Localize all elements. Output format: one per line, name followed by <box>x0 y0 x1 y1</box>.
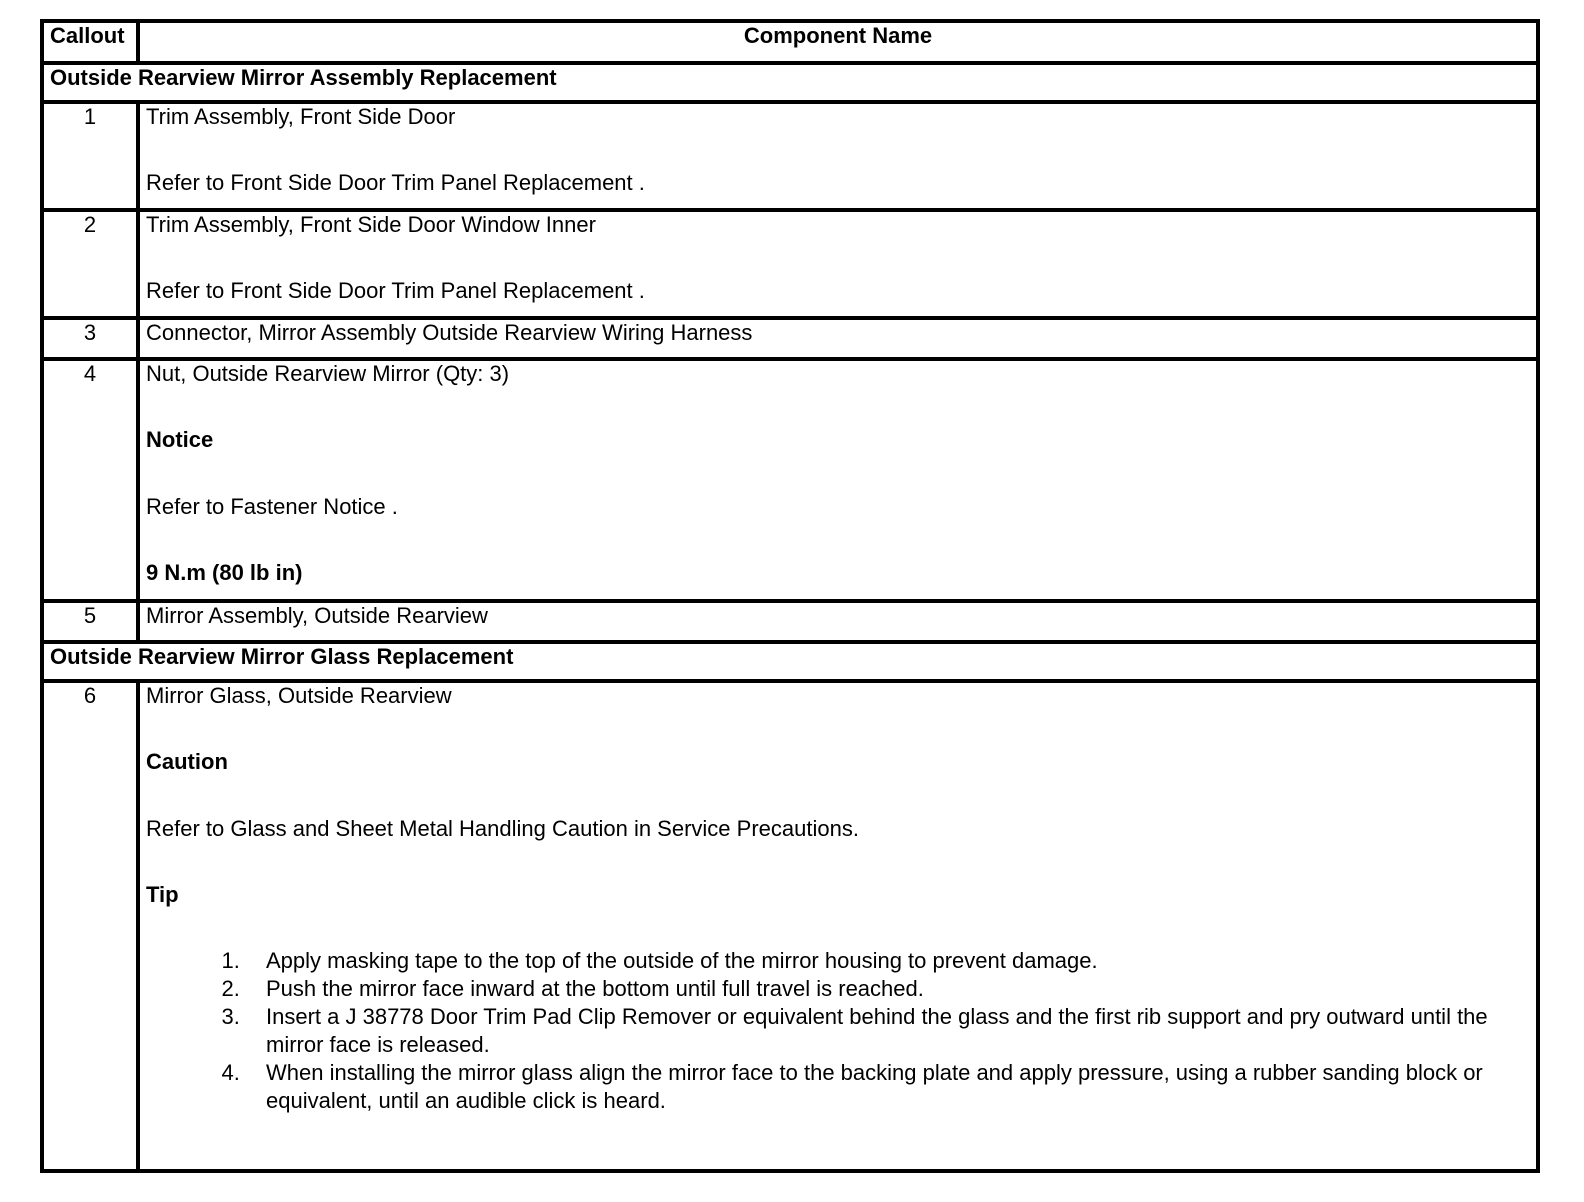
tip-step: 3. Insert a J 38778 Door Trim Pad Clip Remover or equivalent behind the glass and the first rib support and pry outward until the mirror face is released. <box>246 1003 1530 1059</box>
table-header-row <box>42 21 1538 63</box>
components-table <box>40 19 1540 1173</box>
callout-number: 5 <box>42 601 138 642</box>
tip-heading: Tip <box>146 882 179 908</box>
callout-number: 1 <box>42 102 138 210</box>
section-title: Outside Rearview Mirror Assembly Replacement <box>42 63 1538 102</box>
component-cell <box>138 102 1538 210</box>
component-name: Nut, Outside Rearview Mirror (Qty: 3) <box>146 361 510 386</box>
component-name: Trim Assembly, Front Side Door Window Inner <box>146 212 596 237</box>
torque-spec: 9 N.m (80 lb in) <box>146 560 303 586</box>
caution-heading: Caution <box>146 749 228 775</box>
component-cell <box>138 359 1538 601</box>
reference-link[interactable]: Refer to Front Side Door Trim Panel Replacement . <box>146 278 645 304</box>
table-row <box>42 318 1538 359</box>
callout-column-header: Callout <box>42 21 138 63</box>
notice-text-link[interactable]: Refer to Fastener Notice . <box>146 493 398 519</box>
component-name: Connector, Mirror Assembly Outside Rearview Wiring Harness <box>138 318 1538 359</box>
component-name-column-header: Component Name <box>138 21 1538 63</box>
component-cell <box>138 210 1538 318</box>
callout-number: 4 <box>42 359 138 601</box>
table-row <box>42 601 1538 642</box>
tip-step: 1. Apply masking tape to the top of the outside of the mirror housing to prevent damage. <box>246 947 1530 975</box>
table-row <box>42 681 1538 1171</box>
section-title: Outside Rearview Mirror Glass Replacement <box>42 642 1538 681</box>
table-row <box>42 359 1538 601</box>
tip-step: 4. When installing the mirror glass align the mirror face to the backing plate and apply pressure, using a rubber sanding block or equivalent, until an audible click is heard. <box>246 1059 1530 1115</box>
component-name: Mirror Glass, Outside Rearview <box>146 683 452 708</box>
component-cell <box>138 681 1538 1171</box>
section-row <box>42 642 1538 681</box>
table-row <box>42 210 1538 318</box>
caution-text-link[interactable]: Refer to Glass and Sheet Metal Handling Caution in Service Precautions. <box>146 815 859 841</box>
component-name: Trim Assembly, Front Side Door <box>146 104 456 129</box>
section-row <box>42 63 1538 102</box>
notice-heading: Notice <box>146 427 214 453</box>
component-name: Mirror Assembly, Outside Rearview <box>138 601 1538 642</box>
callout-number: 2 <box>42 210 138 318</box>
tip-step: 2. Push the mirror face inward at the bottom until full travel is reached. <box>246 975 1530 1003</box>
table-row <box>42 102 1538 210</box>
callout-number: 3 <box>42 318 138 359</box>
callout-number: 6 <box>42 681 138 1171</box>
tip-steps-list <box>146 947 1530 1115</box>
reference-link[interactable]: Refer to Front Side Door Trim Panel Replacement . <box>146 170 645 196</box>
